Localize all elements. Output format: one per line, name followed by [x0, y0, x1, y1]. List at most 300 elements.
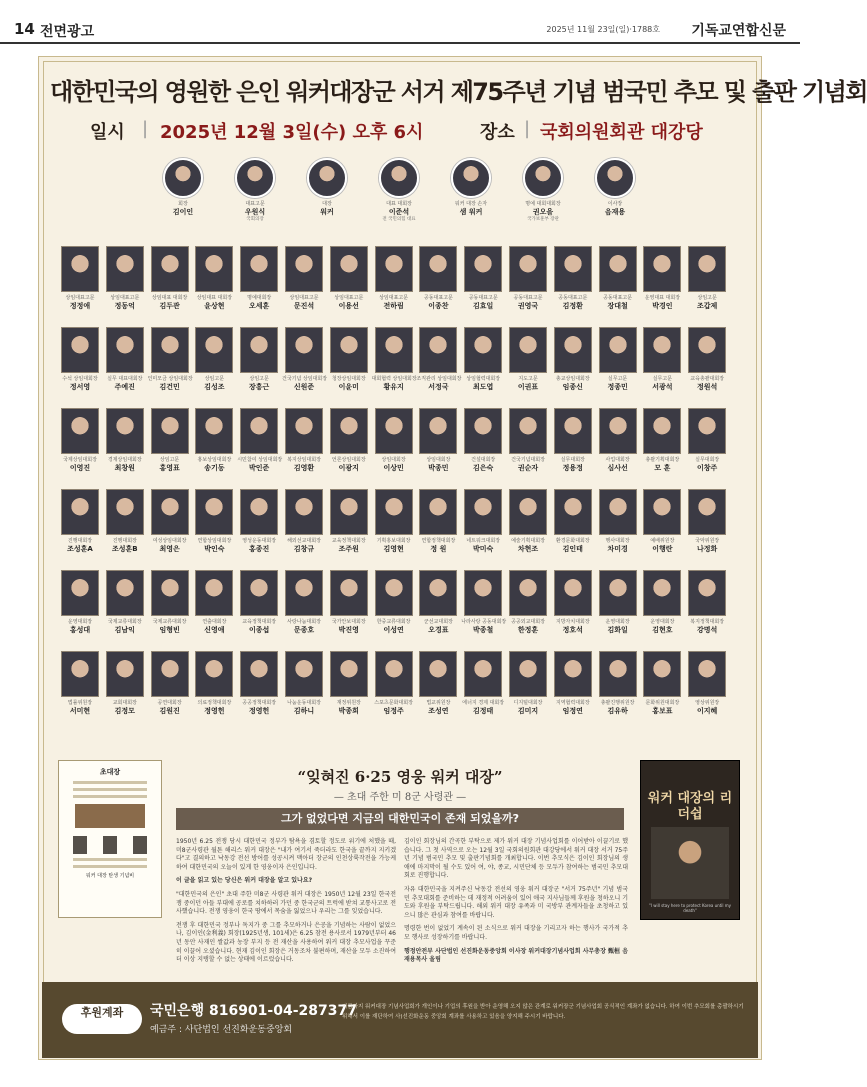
portrait-photo: [285, 489, 323, 535]
person-name: 김효일: [473, 302, 494, 310]
person-title: 공동대표고문: [423, 295, 453, 301]
person-card: [685, 246, 729, 311]
person-card: [103, 489, 147, 554]
person-name: 임형빈: [159, 626, 180, 634]
person-card: [685, 651, 729, 716]
person-card: [685, 489, 729, 554]
person-card: [416, 570, 460, 635]
person-name: 김성조: [204, 383, 225, 391]
person-card: [372, 651, 416, 716]
person-title: 실무 대표대회장: [107, 376, 143, 382]
portrait-photo: [240, 246, 278, 292]
person-card: 워커 대장 손자 샘 워커: [436, 158, 506, 217]
person-card: [237, 246, 281, 311]
person-card: [282, 651, 326, 716]
person-card: [685, 570, 729, 635]
person-title: 사랑나눔대회장: [287, 619, 321, 625]
person-title: 국악위원장: [695, 538, 720, 544]
person-title: 나라사랑 공동대회장: [461, 619, 507, 625]
portrait-photo: [375, 408, 413, 454]
article-title: “잊혀진 6·25 영웅 워커 대장”: [297, 768, 503, 786]
person-name: 정종민: [607, 383, 628, 391]
person-card: [327, 489, 371, 554]
person-title: 운영대회장: [605, 619, 630, 625]
portrait-photo: [464, 570, 502, 616]
person-name: 조성훈A: [67, 545, 93, 553]
person-title: 총괄진행위원장: [600, 700, 635, 706]
portrait-photo: [195, 570, 233, 616]
person-name: 서정국: [428, 383, 449, 391]
portrait-photo: [554, 327, 592, 373]
portrait-photo: [61, 651, 99, 697]
person-name: 김하니: [293, 707, 315, 715]
person-name: 오경표: [428, 626, 449, 634]
person-name: 이광지: [338, 464, 359, 472]
person-title: 운영대회장: [67, 619, 93, 625]
portrait-photo: [330, 651, 368, 697]
person-title: 조직관리 상임대회장: [416, 376, 462, 382]
person-title: 건국기념대회장: [511, 457, 545, 463]
person-title: 법교위원장: [426, 700, 451, 706]
person-name: 임정주: [383, 707, 404, 715]
person-title: 총괄기획대회장: [645, 457, 680, 463]
person-card: [596, 489, 640, 554]
person-title: 상임협력대회장: [466, 376, 501, 382]
portrait-photo: [599, 327, 637, 373]
person-title: 의료정책대회장: [197, 700, 232, 706]
person-title: 에너지 경제 대회장: [462, 700, 505, 706]
person-card: [640, 327, 684, 392]
person-name: 정서영: [69, 383, 91, 391]
portrait-photo: [235, 158, 275, 198]
portrait-photo: [240, 408, 278, 454]
person-title: 연합정책대회장: [421, 538, 456, 544]
portrait-photo: [375, 489, 413, 535]
person-title: 청장상임대회장: [331, 376, 366, 382]
person-title: 재정위원장: [336, 700, 361, 706]
person-name: 장대철: [607, 302, 628, 310]
portrait-photo: [419, 651, 457, 697]
person-title: 지도고문: [518, 376, 538, 382]
person-card: [506, 489, 550, 554]
person-title: 상임대표고문: [65, 295, 95, 301]
person-title: 문화위원대회장: [645, 700, 680, 706]
person-name: 정원석: [697, 383, 718, 391]
portrait-photo: [688, 489, 726, 535]
person-title: 국제교류대회장: [107, 619, 142, 625]
person-title: 해외선교대회장: [287, 538, 321, 544]
person-card: [551, 408, 595, 473]
person-title: 복지상임대회장: [287, 457, 321, 463]
portrait-photo: [419, 246, 457, 292]
person-card: [506, 570, 550, 635]
person-card: [282, 489, 326, 554]
portrait-photo: [554, 570, 592, 616]
portrait-photo: [285, 570, 323, 616]
person-card: [103, 408, 147, 473]
person-name: 이용선: [338, 302, 359, 310]
portrait-photo: [643, 246, 681, 292]
person-card: [148, 570, 192, 635]
person-card: [237, 570, 281, 635]
portrait-photo: [195, 327, 233, 373]
person-name: 김미지: [517, 707, 539, 715]
person-title: 공동대표고문: [468, 295, 498, 301]
person-title: 국제교류대회장: [152, 619, 187, 625]
person-name: 홍보표: [652, 707, 673, 715]
person-card: [237, 408, 281, 473]
section-name: 전면광고: [40, 24, 95, 40]
person-card: [416, 327, 460, 392]
person-title: 영성운동대회장: [242, 538, 277, 544]
portrait-photo: [509, 489, 547, 535]
portrait-photo: [307, 158, 347, 198]
article-column-1: 1950년 6.25 전쟁 당시 대한민국 정부가 탐욕을 겸토할 정도로 위기에 처했을 때, 미8군사령관 월튼 해리스 워커 대장은 "내가 여기서 죽더라도 한국을 끝까지 지키겠다"고 결의하고 낙동강 전선 방어를 성공시켜 맥아더 장군의 인천상륙작전을 가능케 하여 대한민국의 오늘이 있게 한 영웅이자 은인입니다. 이 글을 읽고 있는 당신은 워커 대장을 알고 있나요? "대한민국의 은인" 초대 주한 미8군 사령관 워커 대장은 1950년 12월 23일 한국전쟁 중이던 아들 부대에 공로를 치하하러 가던 중 한국군의 트럭에 받쳐 교통사고로 전사했습니다. 전쟁 영웅이 한국 땅에서 목숨을 잃었으나 우리는 그를 잊었습니다. 전쟁 후 대한민국 정부나 독지가 중 그를 추모하거나 은공을 기념하는 사람이 없었으나, 김이인(金利義) 회장(1925년생, 101세)은 6.25 참전 용사로서 1979년부터 46년 동안 사재인 쌀값과 농장 부지 등 전 재산을 사용하여 워커 대장 추모사업을 꾸준히 이끌어 오셨습니다. 현재 김이인 회장은 거동조차 불편하며, 재산을 모두 소진하여 더 이상 지탱할 수 없는 상태에 이르렀습니다.: [176, 838, 396, 964]
portrait-photo: [554, 246, 592, 292]
person-card: [58, 246, 102, 311]
portrait-photo: [464, 408, 502, 454]
person-card: [148, 246, 192, 311]
portrait-photo: [688, 246, 726, 292]
person-name: 김건민: [159, 383, 180, 391]
person-card: 회장 김이인: [148, 158, 218, 217]
person-title: 홍보상임대회장: [197, 457, 232, 463]
person-title: 교육총괄대회장: [690, 376, 725, 382]
person-card: [640, 651, 684, 716]
portrait-photo: [688, 651, 726, 697]
person-title: 인미모금 상임대회장: [147, 376, 193, 382]
portrait-photo: [599, 651, 637, 697]
person-title: 실무대회장: [695, 457, 720, 463]
person-card: [372, 408, 416, 473]
portrait-photo: [106, 327, 144, 373]
person-card: [506, 408, 550, 473]
page-number: 14: [14, 20, 35, 38]
person-name: 박종철: [473, 626, 494, 634]
person-title: 공연대회장: [157, 700, 182, 706]
portrait-photo: [240, 651, 278, 697]
person-card: [551, 651, 595, 716]
portrait-photo: [61, 489, 99, 535]
person-title: 상임대표고문: [110, 295, 140, 301]
person-name: 한정훈: [517, 626, 539, 634]
person-name: 박진영: [338, 626, 359, 634]
person-card: [416, 408, 460, 473]
person-title: 공공외교대회장: [511, 619, 545, 625]
issue-date: 2025년 11월 23일(일)·1788호: [546, 25, 660, 34]
person-card: [596, 408, 640, 473]
person-title: 복지정책대회장: [690, 619, 725, 625]
person-title: 여성상임대회장: [152, 538, 187, 544]
portrait-photo: [523, 158, 563, 198]
portrait-photo: [688, 570, 726, 616]
person-name: 이영진: [69, 464, 91, 472]
time-value: 2025년 12월 3일(수) 오후 6시: [160, 122, 424, 143]
person-name: 송기동: [204, 464, 225, 472]
person-card: [506, 327, 550, 392]
portrait-photo: [163, 158, 203, 198]
person-name: 차미경: [607, 545, 628, 553]
person-title: 기획홍보대회장: [376, 538, 411, 544]
portrait-photo: [509, 570, 547, 616]
person-card: [327, 570, 371, 635]
portrait-photo: [643, 408, 681, 454]
portrait-photo: [643, 489, 681, 535]
person-card: [58, 408, 102, 473]
person-card: [596, 327, 640, 392]
person-title: 시민참여 상임대회장: [237, 457, 283, 463]
person-name: 이종찬: [428, 302, 449, 310]
portrait-photo: [509, 651, 547, 697]
person-name: 문진석: [293, 302, 315, 310]
person-card: [551, 570, 595, 635]
place-label: 장소: [480, 122, 515, 143]
person-name: 신원준: [293, 383, 315, 391]
person-title: 환경문화대회장: [555, 538, 590, 544]
person-card: [192, 246, 236, 311]
person-title: 상임대표고문: [289, 295, 319, 301]
person-name: 조성훈B: [111, 545, 138, 553]
portrait-photo: [106, 651, 144, 697]
person-title: 지방자치대회장: [555, 619, 590, 625]
portrait-photo: [464, 327, 502, 373]
person-card: [58, 489, 102, 554]
person-name: 이종섭: [249, 626, 270, 634]
person-title: 진행대회장: [112, 538, 137, 544]
person-card: [192, 570, 236, 635]
portrait-photo: [240, 327, 278, 373]
person-title: 공공정책대회장: [242, 700, 277, 706]
person-title: 디지털대회장: [513, 700, 543, 706]
person-title: 한중교류대회장: [376, 619, 411, 625]
person-title: 군선교대회장: [423, 619, 453, 625]
person-card: 대표 대회장 이준석 전 국민의힘 대표: [364, 158, 434, 223]
person-card: [685, 327, 729, 392]
portrait-photo: [106, 246, 144, 292]
portrait-photo: [419, 570, 457, 616]
person-card: [148, 489, 192, 554]
person-title: 운영대회장: [650, 619, 675, 625]
invitation-image: 초대장 워커 대장 탄생 기념비: [58, 760, 162, 918]
portrait-photo: [285, 408, 323, 454]
person-title: 스포츠문화대회장: [374, 700, 413, 706]
person-title: 행사대회장: [605, 538, 630, 544]
person-name: 조주원: [338, 545, 359, 553]
portrait-photo: [643, 570, 681, 616]
person-name: 김은숙: [473, 464, 494, 472]
person-card: [685, 408, 729, 473]
person-name: 이권표: [517, 383, 539, 391]
portrait-photo: [509, 327, 547, 373]
portrait-photo: [61, 246, 99, 292]
person-name: 나정화: [697, 545, 718, 553]
portrait-photo: [106, 489, 144, 535]
person-card: [192, 489, 236, 554]
person-card: [596, 246, 640, 311]
person-title: 공동대표고문: [558, 295, 588, 301]
person-title: 건설대회장: [471, 457, 496, 463]
person-title: 상임고문: [159, 457, 180, 463]
person-name: 정영헌: [249, 707, 270, 715]
person-name: 홍종진: [249, 545, 270, 553]
person-name: 권순자: [517, 464, 539, 472]
person-card: [192, 651, 236, 716]
person-name: 김창규: [293, 545, 315, 553]
person-name: 전하림: [383, 302, 404, 310]
person-card: [327, 246, 371, 311]
person-title: 실무고문: [607, 376, 628, 382]
person-name: 박종민: [428, 464, 449, 472]
person-card: [461, 489, 505, 554]
person-title: 영상위원장: [695, 700, 720, 706]
person-title: 경제상임대회장: [107, 457, 142, 463]
person-title: 수석 상임대회장: [62, 376, 98, 382]
person-title: 공동대표고문: [513, 295, 543, 301]
person-card: [416, 651, 460, 716]
person-title: 상임고문: [249, 376, 269, 382]
person-card: [148, 651, 192, 716]
person-title: 상임대표고문: [334, 295, 364, 301]
portrait-photo: [375, 327, 413, 373]
person-name: 윤상현: [204, 302, 225, 310]
person-name: 신영애: [204, 626, 225, 634]
portrait-photo: [151, 246, 189, 292]
person-card: [551, 489, 595, 554]
person-card: [506, 651, 550, 716]
person-name: 임정연: [562, 707, 583, 715]
portrait-photo: [330, 246, 368, 292]
portrait-photo: [451, 158, 491, 198]
person-title: 상임대표고문: [379, 295, 409, 301]
portrait-photo: [61, 327, 99, 373]
person-card: [103, 246, 147, 311]
person-name: 박미숙: [473, 545, 494, 553]
person-card: [237, 651, 281, 716]
general-portrait: [651, 827, 729, 899]
person-name: 최영은: [159, 545, 180, 553]
person-title: 명예대회장: [247, 295, 272, 301]
portrait-photo: [151, 327, 189, 373]
person-name: 김영현: [383, 545, 404, 553]
person-card: [192, 327, 236, 392]
person-name: 김두관: [159, 302, 180, 310]
person-name: 김현호: [652, 626, 673, 634]
article-column-2: 김이인 회장님의 간곡한 부탁으로 제가 워커 대장 기념사업회를 이어받아 이끌기로 했습니다. 그 첫 사역으로 오는 12월 3일 국회의원회관 대강당에서 워커 대장 서거 75주년 기념 범국민 추모 및 출판기념회를 개최합니다. 이번 추모식은 김이인 회장님의 생애에 마지막이 될 수도 있어 여, 야, 종교, 시민단체 등 모두가 참여하는 범국민 추모대회로 진행합니다. 자유 대한민국을 지켜주신 낙동강 전선의 영웅 워커 대장군 "서거 75주년" 기념 범국민 추모대회를 준비하는 데 재정적 어려움이 있어 애국 지사님들께 후원을 청하오니 기도와 후원을 부탁드립니다. 해외 워커 대장 유족과 미 국방부 관계자들을 초청하고 있으니 많은 관심과 참여를 바랍니다. 명령한 번이 없었기 계속이 된 소식으로 워커 대장을 기리고자 하는 행사가 국가적 추모 행사로 성장하기를 바랍니다. 행정안전부 사단법인 선진화운동중앙회 이사장 워커대장기념사업회 사무총장 甄桓 음재용목사 올림: [404, 838, 628, 964]
person-name: 모 훈: [654, 464, 671, 472]
person-card: [103, 651, 147, 716]
portrait-photo: [330, 489, 368, 535]
portrait-photo: [643, 651, 681, 697]
person-title: 총교상임대회장: [555, 376, 590, 382]
person-name: 황유지: [383, 383, 404, 391]
person-card: [372, 327, 416, 392]
person-name: 정동억: [114, 302, 135, 310]
person-card: [327, 327, 371, 392]
portrait-photo: [375, 651, 413, 697]
person-card: [596, 570, 640, 635]
portrait-photo: [419, 327, 457, 373]
portrait-photo: [554, 651, 592, 697]
person-card: [237, 489, 281, 554]
person-title: 교육정책대회장: [331, 538, 366, 544]
person-name: 조성연: [428, 707, 449, 715]
bank-account: 국민은행 816901-04-287377: [150, 1003, 357, 1019]
person-name: 장흥근: [249, 383, 270, 391]
paper-name: 기독교연합신문: [691, 23, 786, 39]
person-title: 예술기획대회장: [511, 538, 545, 544]
person-title: 예배위원장: [650, 538, 675, 544]
portrait-photo: [61, 408, 99, 454]
person-card: [327, 651, 371, 716]
person-card: [282, 327, 326, 392]
person-name: 박경인: [652, 302, 673, 310]
portrait-photo: [688, 327, 726, 373]
person-name: 최도엽: [473, 383, 494, 391]
person-title: 언론상임대회장: [331, 457, 366, 463]
person-card: [58, 570, 102, 635]
person-name: 정영헌: [204, 707, 225, 715]
person-name: 홍성대: [69, 626, 91, 634]
person-card: [372, 489, 416, 554]
article-subtitle: — 초대 주한 미 8군 사령관 —: [333, 792, 467, 803]
portrait-photo: [151, 651, 189, 697]
person-title: 상임대표 대회장: [196, 295, 233, 301]
person-name: 이상민: [383, 464, 404, 472]
portrait-photo: [330, 327, 368, 373]
portrait-photo: [554, 489, 592, 535]
portrait-photo: [240, 489, 278, 535]
person-card: [416, 489, 460, 554]
portrait-photo: [599, 246, 637, 292]
portrait-photo: [285, 327, 323, 373]
person-card: [551, 327, 595, 392]
person-title: 국가안보대회장: [331, 619, 366, 625]
portrait-photo: [419, 489, 457, 535]
person-name: 서미현: [69, 707, 91, 715]
person-title: 지역협력대회장: [555, 700, 590, 706]
person-name: 박인숙: [204, 545, 225, 553]
person-title: 상임고문: [204, 376, 225, 382]
portrait-photo: [464, 651, 502, 697]
person-card: [461, 246, 505, 311]
portrait-photo: [509, 246, 547, 292]
book-title: 워커 대장의 리더쉽: [647, 791, 733, 822]
person-name: 이창주: [697, 464, 718, 472]
person-title: 나눔운동대회장: [287, 700, 321, 706]
person-card: 명예 대회대회장 권오을 국가보훈부 장관: [508, 158, 578, 223]
person-card: [103, 327, 147, 392]
person-title: 법률위원장: [67, 700, 93, 706]
person-title: 공동대표고문: [603, 295, 633, 301]
person-title: 연출대회장: [202, 619, 227, 625]
person-card: [416, 246, 460, 311]
portrait-photo: [379, 158, 419, 198]
person-card: [103, 570, 147, 635]
account-holder: 예금주 : 사단법인 선진화운동중앙회: [150, 1025, 293, 1035]
person-card: [148, 327, 192, 392]
person-name: 김정모: [114, 707, 135, 715]
portrait-photo: [151, 570, 189, 616]
person-card: [596, 651, 640, 716]
donation-label: 후원계좌: [62, 1004, 142, 1034]
portrait-photo: [285, 246, 323, 292]
person-name: 정정애: [69, 302, 91, 310]
person-name: 이성연: [383, 626, 404, 634]
person-title: 교육정책대회장: [242, 619, 277, 625]
portrait-photo: [509, 408, 547, 454]
person-name: 김영환: [293, 464, 315, 472]
person-card: 대장 워커: [292, 158, 362, 217]
